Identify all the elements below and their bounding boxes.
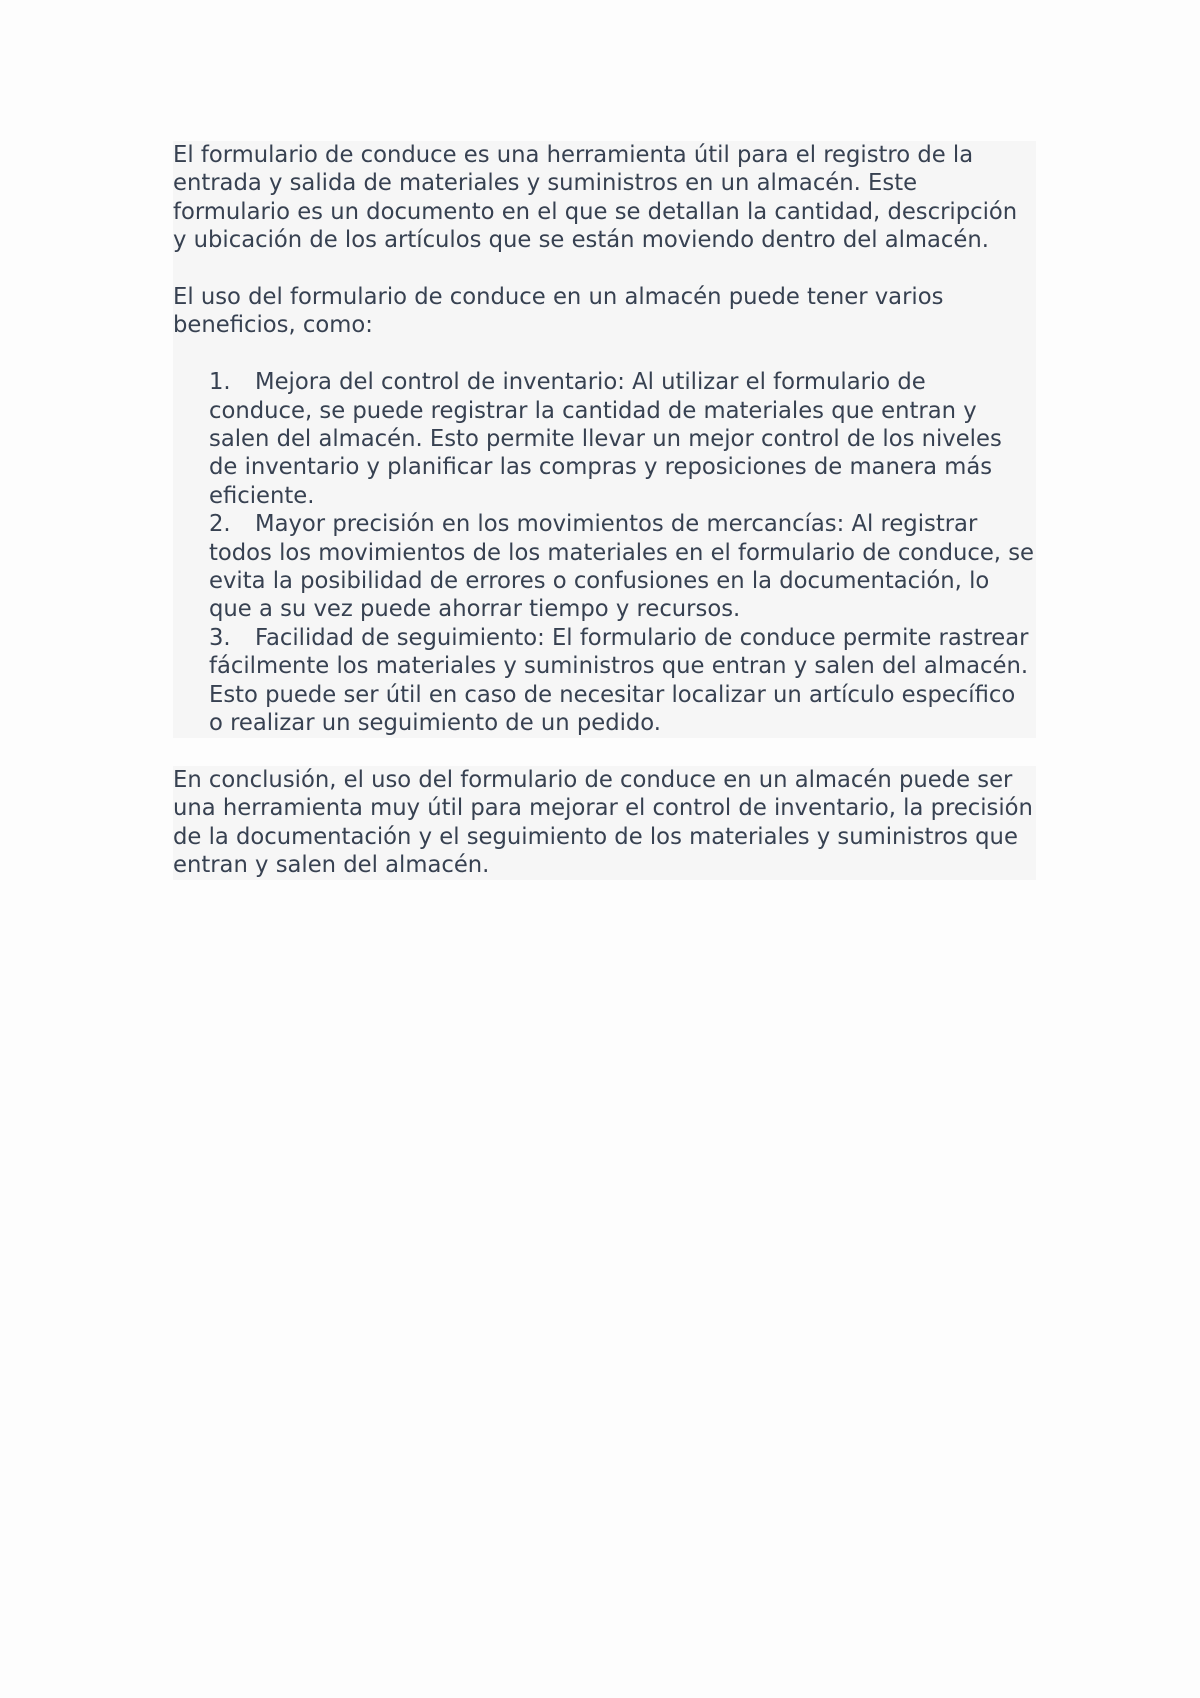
list-item-text: Mejora del control de inventario: Al utilizar el formulario de conduce, se puede registrar la cantidad de materiales que entran y salen del almacén. Esto permite llevar un mejor control de los niveles de inventario y planificar las compras y reposiciones de manera más eficiente. [209, 369, 1002, 509]
list-item [209, 624, 1036, 738]
document-body [173, 141, 1036, 880]
paragraph-gap [173, 340, 1036, 368]
intro-paragraph: El formulario de conduce es una herramienta útil para el registro de la entrada y salida de materiales y suministros en un almacén. Este formulario es un documento en el que se detallan la cantidad, descripción y ubicación de los artículos que se están moviendo dentro del almacén. [173, 141, 1036, 255]
benefits-list-wrapper [173, 368, 1036, 737]
list-item-number: 2. [209, 511, 231, 538]
paragraph-gap [173, 738, 1036, 766]
list-item-text: Mayor precisión en los movimientos de mercancías: Al registrar todos los movimientos de los materiales en el formulario de conduce, se evita la posibilidad de errores o confusiones en la documentación, lo que a su vez puede ahorrar tiempo y recursos. [209, 511, 1034, 623]
benefits-intro-paragraph: El uso del formulario de conduce en un almacén puede tener varios beneficios, como: [173, 283, 1036, 340]
list-item-text: Facilidad de seguimiento: El formulario de conduce permite rastrear fácilmente los materiales y suministros que entran y salen del almacén. Esto puede ser útil en caso de necesitar localizar un artículo específico o realizar un seguimiento de un pedido. [209, 624, 1029, 737]
conclusion-paragraph: En conclusión, el uso del formulario de conduce en un almacén puede ser una herramienta muy útil para mejorar el control de inventario, la precisión de la documentación y el seguimiento de los materiales y suministros que entran y salen del almacén. [173, 766, 1036, 880]
paragraph-gap [173, 255, 1036, 283]
benefits-list [209, 368, 1036, 737]
list-item [209, 510, 1036, 624]
list-item-number: 3. [209, 624, 231, 651]
list-item-number: 1. [209, 369, 231, 396]
list-indent [173, 368, 209, 737]
list-item [209, 368, 1036, 510]
